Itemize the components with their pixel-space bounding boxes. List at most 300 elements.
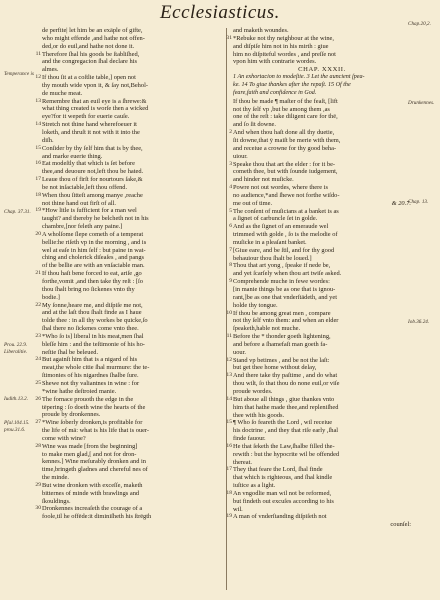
line-text: Speake thou that art the elder : for it be- — [233, 160, 336, 168]
text-line — [42, 364, 220, 372]
text-line — [233, 388, 411, 396]
text-line — [226, 356, 411, 365]
margin-note-prov-ref: Prou. 22.9. — [4, 342, 28, 348]
text-line — [42, 490, 220, 498]
verse-number: 28 — [35, 442, 41, 449]
verse-number: 14 — [226, 395, 232, 402]
text-line — [233, 294, 411, 302]
line-text: Stretch not thine hand wherefoeuer it — [42, 121, 137, 129]
line-text: behauiour thou ſhalt be loued.] — [233, 254, 312, 262]
text-line — [35, 121, 220, 129]
line-text: holde thy tongue. — [233, 301, 278, 309]
text-line — [42, 411, 220, 419]
line-text: But aboue all things , giue thankes vnto — [233, 395, 335, 403]
verse-number: 20 — [35, 230, 41, 237]
text-line — [42, 427, 220, 435]
text-line — [233, 153, 411, 161]
text-line — [233, 51, 411, 59]
verse-number: 31 — [226, 34, 232, 41]
line-text: and ſo ſit downe. — [233, 121, 276, 129]
text-line — [42, 113, 220, 121]
text-line — [42, 184, 220, 192]
text-line — [42, 286, 220, 294]
text-line — [229, 223, 411, 231]
text-line — [42, 262, 220, 270]
margin-note-temperance: Temperance is — [4, 71, 34, 77]
line-text: him no diſpiteful wordes , and preſſe not — [233, 50, 336, 58]
text-line — [35, 144, 220, 153]
line-text: thy mouth wide vpon it, & ſay not,Behol- — [42, 81, 148, 89]
verse-number: 12 — [226, 356, 232, 363]
line-text: but findeth out excuſes according to his — [233, 497, 334, 505]
text-line — [226, 395, 411, 404]
line-text: Thou that art yong , ſpeake if nede be, — [233, 262, 331, 270]
verse-number: 18 — [226, 489, 232, 496]
line-text: [Giue eare, and be ſtil, and for thy good — [233, 246, 335, 254]
verse-number: 13 — [226, 372, 232, 379]
margin-note-psal-ref: Pſal.104.15. — [4, 420, 30, 426]
line-text: muſicke in a pleaſant banket. — [233, 238, 307, 246]
verse-number: 4 — [229, 184, 232, 191]
line-text: counſel: — [390, 521, 411, 529]
text-line — [42, 82, 220, 90]
text-line — [229, 246, 411, 255]
line-text: to make men glad,[ and not for dron- — [42, 450, 137, 458]
line-text: *How litle is ſufficient for a man wel — [42, 207, 137, 215]
text-line — [35, 74, 220, 82]
text-line — [42, 43, 220, 51]
verse-number: 17 — [226, 466, 232, 473]
verse-number: 16 — [35, 160, 41, 167]
line-text: no audience,*and ſhewe not forthe wiſdo- — [233, 191, 340, 199]
line-text: wil. — [233, 505, 243, 513]
line-text: *wine hathe deſtroied manie. — [42, 387, 117, 395]
line-text: Stand vp betimes , and be not the laſt: — [233, 356, 330, 364]
line-text: The fornace prouoth the edge in the — [42, 395, 134, 403]
text-line — [233, 98, 411, 106]
line-text: what thing created is worſe then a wicked — [42, 105, 149, 113]
line-text: If thou be made ¶ maſter of the feaſt, [lift — [233, 97, 338, 105]
text-line — [226, 34, 411, 43]
margin-note-chap-13: Chap. 13. — [408, 199, 429, 205]
verse-number: 10 — [226, 309, 232, 316]
text-line — [42, 27, 220, 35]
line-text: Comprehende muche in fewe wordes: — [233, 278, 330, 286]
line-text: proude wordes. — [233, 387, 273, 395]
text-line — [42, 458, 220, 466]
verse-number: 8 — [229, 262, 232, 269]
line-text: *Rebuke not thy neighbour at the wine, — [233, 34, 334, 42]
line-text: trimmed with golde , ſo is the melodie of — [233, 231, 338, 239]
text-line — [233, 498, 411, 506]
line-text: They that feare the Lord, ſhal finde — [233, 466, 323, 474]
verse-number: 15 — [226, 419, 232, 426]
verse-number: 12 — [35, 74, 41, 81]
text-line — [42, 66, 220, 74]
line-text: time,bringeth gladnes and chereful nes of — [42, 466, 148, 474]
line-text: a ſignet of carbuncle ſet in golde. — [233, 215, 318, 223]
left-column — [35, 27, 220, 521]
line-text: diſh. — [42, 136, 54, 144]
text-line — [233, 474, 411, 482]
verse-number: 22 — [35, 301, 41, 308]
line-text: But wine dronken with exceſſe, maketh — [42, 481, 143, 489]
text-line — [229, 278, 411, 286]
text-line — [35, 160, 220, 168]
line-text: 1 An exhortacion to modeſtie. 3 Let the auncient ſpea- — [233, 74, 365, 81]
verse-number: 26 — [35, 395, 41, 402]
text-line — [229, 207, 411, 216]
line-text: and marke euerie thing. — [42, 152, 103, 160]
line-text: *Who ſo is] liberal in his meat,men ſhal — [42, 332, 144, 340]
verse-number: 29 — [35, 481, 41, 488]
text-line — [226, 372, 411, 380]
margin-note-iob-ref: Iob.36.24. — [408, 319, 430, 325]
line-text: and diſpiſe him not in his mirth : giue — [233, 42, 329, 50]
line-text: kennes.] Wine meſurably dronken and in — [42, 458, 146, 466]
line-text: He that ſeketh the Law,ſhalbe filled the- — [233, 442, 335, 450]
line-text: ſkouldings. — [42, 497, 71, 505]
line-text: uour. — [233, 348, 246, 356]
text-line — [42, 513, 220, 521]
text-line — [229, 262, 411, 270]
text-line — [35, 207, 220, 215]
text-line — [42, 435, 220, 443]
text-line — [42, 35, 220, 43]
line-text: but get thee home without delay, — [233, 364, 317, 372]
line-text: The conſent of muſicians at a banket is as — [233, 207, 339, 215]
line-text: Therefore ſhal his goods be ſtabliſhed, — [42, 50, 140, 58]
text-line — [233, 341, 411, 349]
text-line — [233, 113, 411, 121]
line-text: finde fauour. — [233, 435, 266, 443]
line-text: My ſonne,heare me, and diſpiſe me not, — [42, 301, 143, 309]
line-text: meat,the whole citie ſhal murmure: the te- — [42, 364, 150, 372]
text-line — [233, 435, 411, 443]
verse-number: 11 — [35, 50, 41, 57]
text-line — [233, 270, 411, 278]
text-line — [233, 255, 411, 263]
text-line — [35, 191, 220, 200]
line-text: bleſſe him : and the teſtimonie of his ho- — [42, 340, 145, 348]
margin-note-iudith-ref: Iudith.13.2. — [4, 396, 29, 402]
text-line — [233, 325, 411, 333]
text-line — [42, 153, 220, 161]
line-text: and yet ſcarſely when thou art twiſe asked. — [233, 270, 342, 278]
text-line — [42, 404, 220, 412]
text-line — [233, 459, 411, 467]
text-line — [233, 145, 411, 153]
line-text: Shewe not thy valiantnes in wine : for — [42, 379, 140, 387]
line-text: CHAP. XXXII. — [298, 66, 346, 74]
line-text: And when thou haſt done all thy duetie, — [233, 129, 335, 137]
line-text: ded,or do euil,and hathe not done it. — [42, 42, 135, 50]
text-line — [229, 129, 411, 137]
text-line — [35, 270, 220, 278]
verse-number: 14 — [35, 121, 41, 128]
text-line — [42, 90, 220, 98]
text-line — [233, 286, 411, 294]
line-text: rewith : but the hypocrite wil be offended — [233, 450, 340, 458]
text-line — [42, 372, 220, 380]
margin-note-drunkennes: Drunkennes. — [408, 100, 435, 106]
verse-number: 21 — [35, 270, 41, 277]
text-line — [233, 121, 411, 129]
line-text: An vngodlie man wil not be reformed, — [233, 489, 332, 497]
verse-number: 3 — [229, 160, 232, 167]
running-head: Ecclesiasticus. — [160, 2, 280, 23]
text-line — [226, 513, 411, 521]
verse-number: 19 — [226, 513, 232, 520]
text-line — [42, 388, 220, 396]
line-text: A man of vnderſtanding diſpiſeth not — [233, 513, 327, 521]
line-text: his doctrine , and they that riſe early ,ſhal — [233, 427, 339, 435]
line-text: [in manie things be as one that is ignou- — [233, 286, 336, 293]
verse-number: 6 — [229, 223, 232, 230]
line-text: proude by dronkennes. — [42, 411, 101, 419]
line-text: thou ſhalt bring no ſickenes vnto thy — [42, 285, 135, 293]
line-text: thee,and deuoure not,left thou be hated. — [42, 168, 144, 176]
text-line — [233, 176, 411, 184]
line-text: and at the laſt thou ſhalt finde as I haue — [42, 309, 142, 317]
line-text: Leaue thou of firſt for nourtours ſake,& — [42, 176, 143, 184]
text-line — [233, 43, 411, 51]
line-text: thou wilt, ſo that thou do none euil,or viſe — [233, 380, 340, 388]
text-line — [35, 481, 220, 490]
margin-note-liberalitie: Liberalitie. — [4, 349, 28, 355]
text-line — [42, 341, 220, 349]
text-line — [42, 309, 220, 317]
line-text: be not inſaciable,left thou offend. — [42, 183, 128, 191]
text-line — [233, 482, 411, 490]
line-text: ſhal there no ſickenes come vnto thee. — [42, 325, 139, 333]
text-line — [42, 451, 220, 459]
line-text: thereat. — [233, 458, 252, 466]
chapter-summary-line — [233, 82, 411, 90]
line-text: uiour. — [233, 152, 248, 160]
line-text: wel at eaſe in him ſelf : but paine in wat- — [42, 246, 146, 254]
line-text: ſpeaketh,hable not muche. — [233, 325, 301, 333]
verse-number: 24 — [35, 356, 41, 363]
line-text: thee with his goods. — [233, 411, 285, 419]
text-line — [233, 168, 411, 176]
text-line — [35, 332, 220, 341]
line-text: feare,faith and confidence in God. — [233, 89, 317, 96]
line-text: *Wine ſoberly dronken,is profitable for — [42, 419, 143, 427]
verse-number: 17 — [35, 176, 41, 183]
line-text: the minde. — [42, 474, 69, 482]
text-line — [233, 58, 411, 66]
text-line — [35, 97, 220, 106]
line-text: and before a ſhamefaſt man goeth fa- — [233, 340, 328, 348]
line-text: forthe,vomit ,and then take thy reſt : [ſo — [42, 278, 143, 285]
text-line — [42, 466, 220, 474]
line-text: de perfite| let him be an exāple of gifte, — [42, 27, 143, 34]
line-text: of the bellie are with an vnſaciable man. — [42, 262, 145, 270]
text-line — [233, 451, 411, 459]
text-line — [233, 521, 411, 529]
line-text: de muche meat. — [42, 89, 83, 97]
text-line — [42, 239, 220, 247]
line-text: and maketh woundes. — [233, 27, 289, 34]
line-text: and receiue a crowne for thy good beha- — [233, 144, 337, 152]
line-text: me out of time. — [233, 199, 273, 207]
text-line — [233, 317, 411, 325]
text-line — [42, 474, 220, 482]
line-text: almes. — [42, 66, 59, 74]
text-line — [35, 301, 220, 310]
line-text: ching and cholerick diſeaſes , and pangs — [42, 254, 145, 262]
text-line — [42, 278, 220, 286]
verse-number: 7 — [229, 246, 232, 253]
text-line — [35, 356, 220, 364]
line-text: and hinder not muſicke. — [233, 176, 294, 184]
text-line — [42, 223, 220, 231]
verse-number: 27 — [35, 419, 41, 426]
text-line — [233, 380, 411, 388]
line-text: If thou ſit at a coſtlie table,] open not — [42, 74, 136, 82]
line-text: tēpering : ſo doeth wine the hearts of the — [42, 403, 146, 411]
text-line — [42, 247, 220, 255]
text-line — [226, 442, 411, 451]
verse-number: 15 — [35, 144, 41, 151]
text-line — [233, 412, 411, 420]
text-line — [42, 168, 220, 176]
text-line — [233, 427, 411, 435]
text-line — [35, 176, 220, 184]
margin-note-chap-20-2: Chap.20,2. — [408, 21, 431, 27]
verse-number: 30 — [35, 505, 41, 512]
line-text: ſtimonies of his nigardnes ſhalbe ſure. — [42, 372, 139, 380]
verse-number: 19 — [35, 207, 41, 214]
verse-number: 25 — [35, 379, 41, 386]
line-text: one of the reſt : take diligent care for thē, — [233, 113, 338, 121]
line-text: Wine was made [from the beginning] — [42, 442, 138, 450]
text-line — [42, 58, 220, 66]
verse-number: 5 — [229, 207, 232, 214]
line-text: Powre not out wordes, where there is — [233, 184, 328, 192]
chapter-summary-line — [233, 74, 411, 82]
line-text: If thou haſt bene forced to eat, ariſe ,go — [42, 270, 142, 278]
text-line — [35, 50, 220, 59]
verse-number: 11 — [226, 333, 232, 340]
line-text: Remembre that an euil eye is a ſhrewe:& — [42, 97, 147, 105]
text-line — [42, 317, 220, 325]
text-line — [42, 325, 220, 333]
line-text: not thy ſelf vnto them: and when an elder — [233, 317, 339, 325]
line-text: foole,til he offēde:it diminiſheth his ſtrēgth — [42, 513, 152, 521]
line-text: chambre,[nor feleth any paine.] — [42, 223, 123, 231]
text-line — [42, 129, 220, 137]
line-text: him that hathe made thee,and repleniſhed — [233, 403, 339, 411]
text-line — [233, 106, 411, 114]
verse-number: 16 — [226, 442, 232, 449]
line-text: If thou be among great men , compare — [233, 309, 331, 317]
right-column — [226, 27, 411, 529]
text-line — [233, 192, 411, 200]
text-line — [42, 215, 220, 223]
line-text: cometh thee, but with ſounde iudgement, — [233, 168, 338, 176]
text-line — [233, 231, 411, 239]
line-text: vpon him with contrarie wordes. — [233, 58, 317, 66]
text-line — [226, 466, 411, 474]
line-text: And there take thy paſtime , and do what — [233, 372, 338, 380]
text-line — [42, 254, 220, 262]
verse-number: 13 — [35, 97, 41, 104]
margin-note-prou-ref: prou.31.6. — [4, 427, 26, 433]
line-text: When thou ſitteſt among manye ,reache — [42, 191, 143, 199]
line-text: bodie.] — [42, 293, 60, 301]
line-text: A wholſome ſlepe cometh of a temperat — [42, 230, 144, 238]
line-text: taught? and thereby he belcheth not in his — [42, 215, 149, 223]
text-line — [226, 309, 411, 318]
chapter-summary-line — [233, 90, 411, 98]
line-text: ke. 14 To giue thankes after the repaſt. 15 Of the — [233, 82, 351, 89]
text-line — [35, 442, 220, 451]
text-line — [35, 395, 220, 404]
text-line — [233, 506, 411, 514]
line-text: tolde thee : in all thy workes be quicke,ſo — [42, 317, 148, 325]
text-line — [233, 364, 411, 372]
line-text: not thine hand out firſt of all. — [42, 199, 117, 207]
line-text: neſtie ſhal be beleued. — [42, 348, 99, 356]
text-line — [233, 200, 411, 208]
text-line — [35, 379, 220, 388]
line-text: the life of mā: what is his life that is ouer- — [42, 427, 150, 435]
verse-number: 18 — [35, 191, 41, 198]
line-text: Eat modeſtly that which is ſet before — [42, 160, 135, 168]
line-text: not thy ſelf vp ,but be among them ,as — [233, 105, 330, 113]
text-line — [233, 404, 411, 412]
text-line — [42, 294, 220, 302]
line-text: But againſt him that is a nigard of his — [42, 356, 138, 364]
text-line — [233, 137, 411, 145]
text-line — [42, 498, 220, 506]
line-text: Conſider by thy ſelf him that is by thee, — [42, 144, 143, 152]
text-line — [35, 505, 220, 513]
line-text: ¶ Who ſo feareth the Lord , wil receiue — [233, 419, 333, 427]
verse-number: 9 — [229, 278, 232, 285]
text-line — [226, 333, 411, 341]
margin-note-chap-ref: Chap. 37.31. — [4, 209, 31, 215]
text-line — [233, 215, 411, 223]
line-text: loketh, and thruſt it not with it into the — [42, 128, 140, 136]
text-line — [42, 137, 220, 145]
text-line — [42, 349, 220, 357]
verse-number: 2 — [229, 129, 232, 136]
inline-reference: & 20.7. — [391, 199, 411, 207]
text-line — [233, 349, 411, 357]
text-line — [233, 239, 411, 247]
line-text: that which is righteous, and ſhal kindle — [233, 474, 333, 482]
text-line — [42, 200, 220, 208]
line-text: bellie:he riſeth vp in the morning , and is — [42, 238, 147, 246]
line-text: rant,]be as one that vnderſtādeth, and yet — [233, 293, 337, 301]
line-text: who might effende ,and hathe not offen- — [42, 34, 145, 42]
text-line — [226, 489, 411, 498]
line-text: Before the * thonder goeth lightening, — [233, 333, 331, 341]
text-line — [35, 419, 220, 427]
text-line — [42, 105, 220, 113]
text-line — [35, 230, 220, 239]
text-line — [233, 302, 411, 310]
text-line — [229, 184, 411, 192]
text-line — [233, 27, 411, 35]
text-line — [229, 160, 411, 169]
line-text: iuſtice as a light. — [233, 482, 276, 490]
line-text: And as the ſignet of an emeraude wel — [233, 223, 329, 231]
verse-number: 23 — [35, 332, 41, 339]
